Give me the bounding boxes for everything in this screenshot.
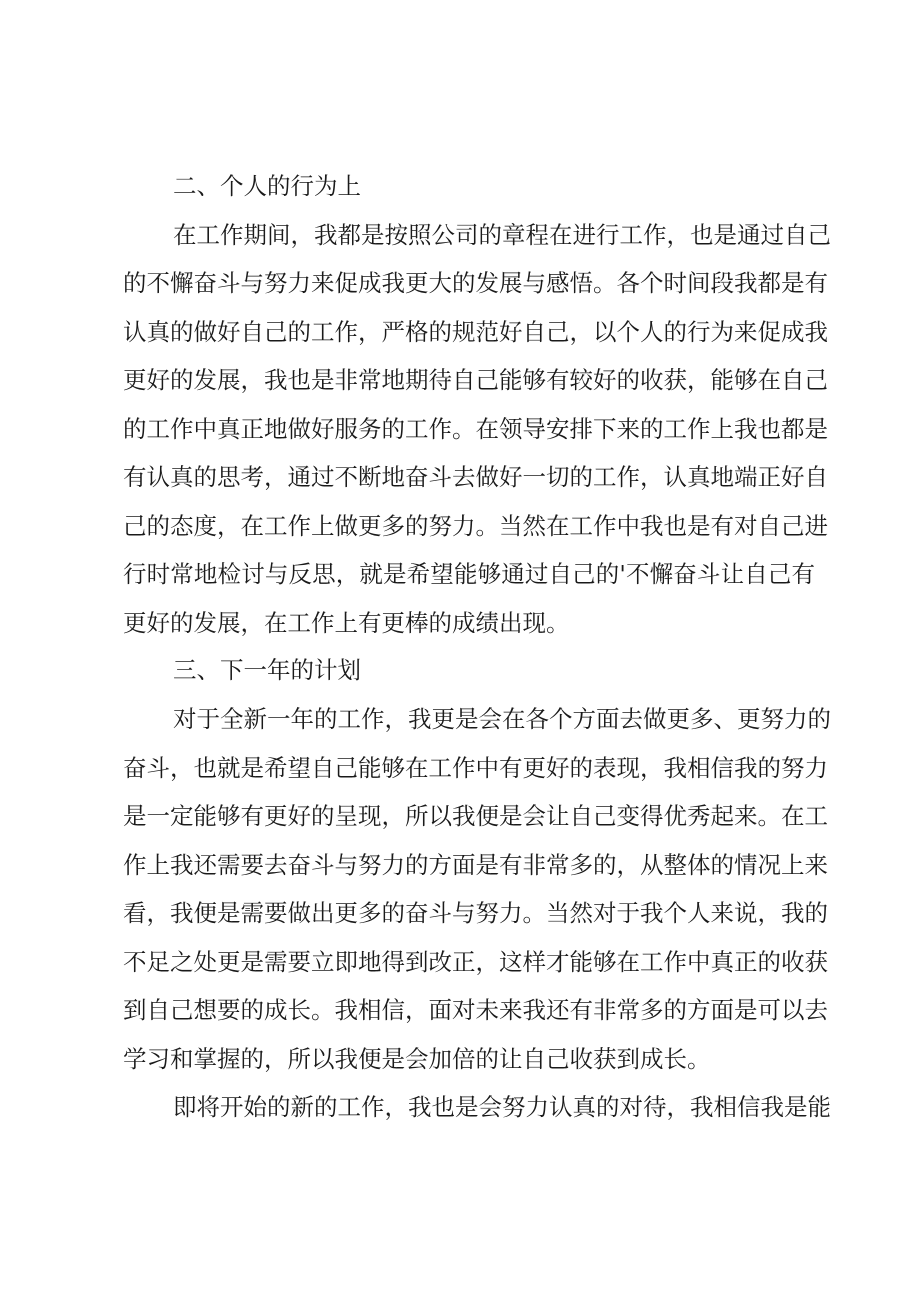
section-three-heading: 三、下一年的计划 (173, 656, 361, 684)
closing-paragraph-line: 即将开始的新的工作，我也是会努力认真的对待，我相信我是能 (173, 1093, 831, 1121)
paragraph-line: 更好的发展，我也是非常地期待自己能够有较好的收获，能够在自己 (123, 366, 828, 394)
paragraph-line: 作上我还需要去奋斗与努力的方面是有非常多的，从整体的情况上来 (123, 851, 828, 879)
paragraph-line: 己的态度，在工作上做更多的努力。当然在工作中我也是有对自己进 (123, 512, 828, 540)
paragraph-line: 有认真的思考，通过不断地奋斗去做好一切的工作，认真地端正好自 (123, 463, 828, 491)
paragraph-line: 到自己想要的成长。我相信，面对未来我还有非常多的方面是可以去 (123, 996, 828, 1024)
paragraph-line: 看，我便是需要做出更多的奋斗与努力。当然对于我个人来说，我的 (123, 899, 828, 927)
paragraph-line: 奋斗，也就是希望自己能够在工作中有更好的表现，我相信我的努力 (123, 754, 828, 782)
paragraph-line: 行时常地检讨与反思，就是希望能够通过自己的'不懈奋斗让自己有 (123, 560, 815, 588)
paragraph-line: 不足之处更是需要立即地得到改正，这样才能够在工作中真正的收获 (123, 948, 828, 976)
paragraph-line: 是一定能够有更好的呈现，所以我便是会让自己变得优秀起来。在工 (123, 802, 828, 830)
paragraph-line: 更好的发展，在工作上有更棒的成绩出现。 (123, 609, 570, 637)
paragraph-line: 认真的做好自己的工作，严格的规范好自己，以个人的行为来促成我 (123, 318, 828, 346)
paragraph-line: 学习和掌握的，所以我便是会加倍的让自己收获到成长。 (123, 1045, 711, 1073)
paragraph-line: 的不懈奋斗与努力来促成我更大的发展与感悟。各个时间段我都是有 (123, 269, 828, 297)
paragraph-line: 在工作期间，我都是按照公司的章程在进行工作，也是通过自己 (173, 221, 831, 249)
section-two-heading: 二、个人的行为上 (173, 172, 361, 200)
paragraph-line: 的工作中真正地做好服务的工作。在领导安排下来的工作上我也都是 (123, 415, 828, 443)
paragraph-line: 对于全新一年的工作，我更是会在各个方面去做更多、更努力的 (173, 705, 831, 733)
